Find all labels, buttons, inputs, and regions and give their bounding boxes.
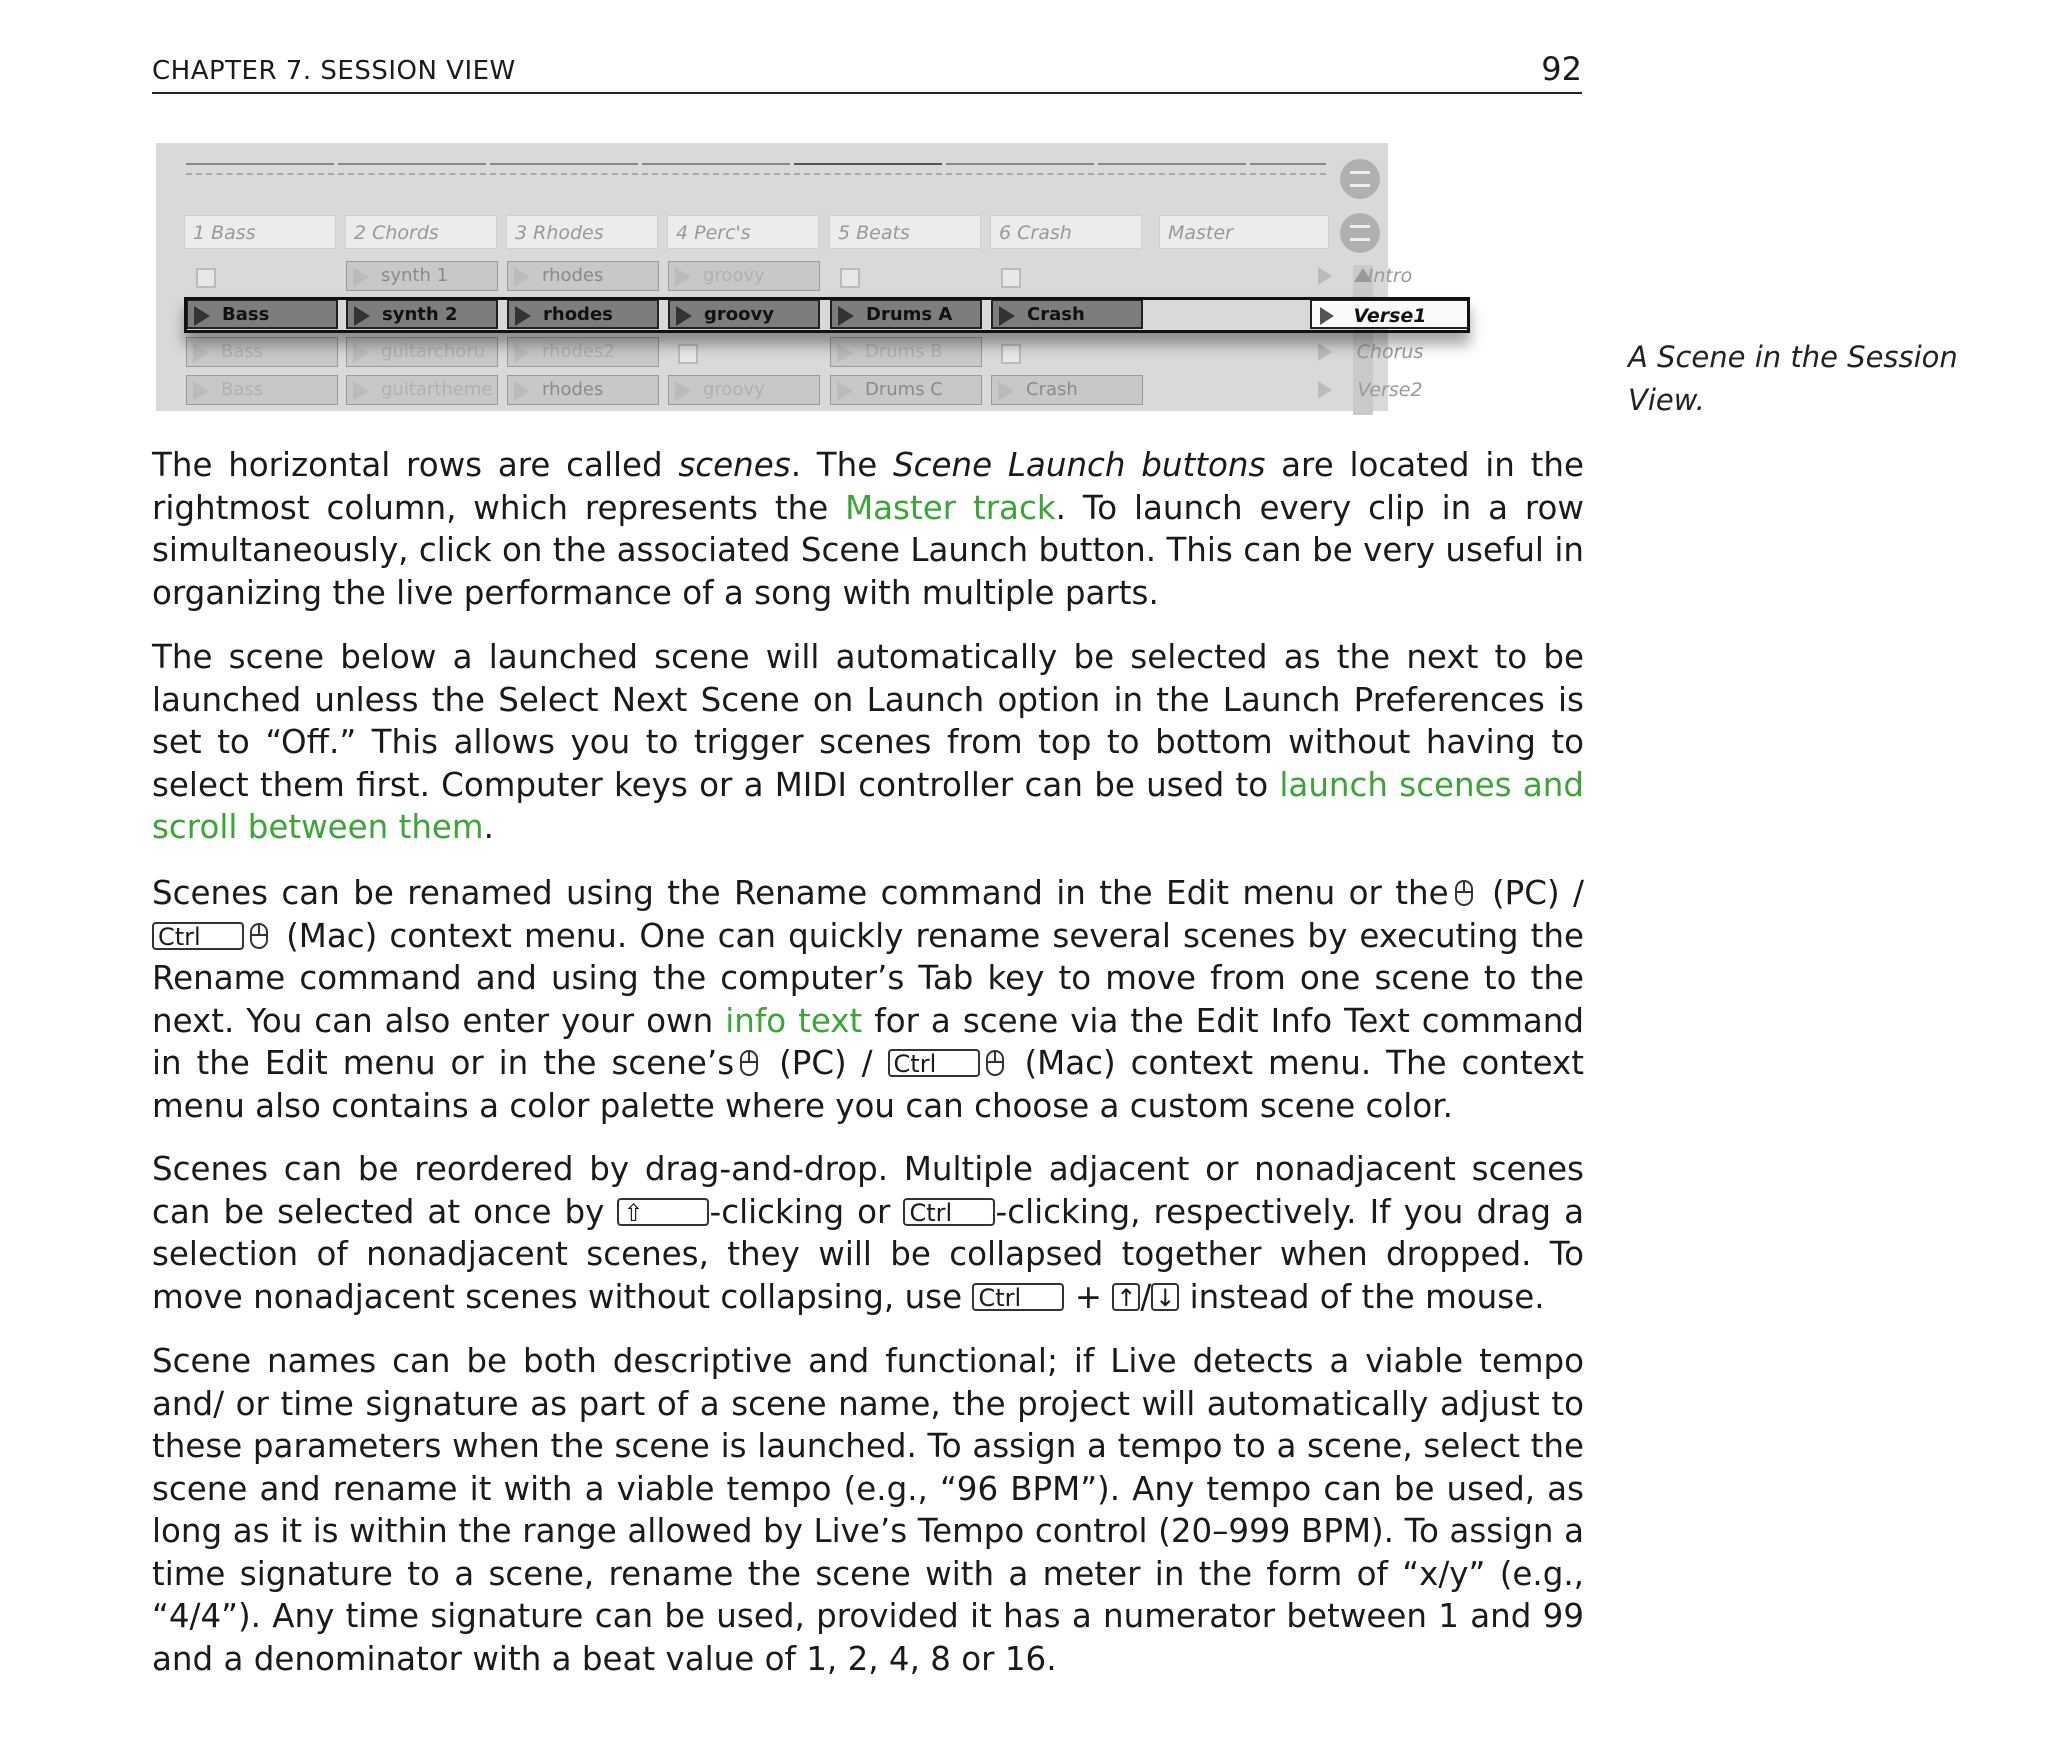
clip-name: Drums B xyxy=(865,341,943,362)
paragraph-2: The scene below a launched scene will automatically be selected as the next to be launched unless the Select Next Scene on Launch option in the Launch Preferences is set to “Off.” This allows you to trigger scenes from top to bottom without having to select them first. Computer keys or a MIDI controller can be used to launch scenes and scroll between them. xyxy=(152,638,1584,846)
clip-slot[interactable] xyxy=(830,375,982,405)
ctrl-key: Ctrl xyxy=(972,1283,1064,1311)
paragraph-4: Scenes can be reordered by drag-and-drop. Multiple adjacent or nonadjacent scenes can be selected at once by ⇧ -clicking or Ctrl -clicking, respectively. If you drag a selection of nonadjacent scenes, they will be collapsed together when dropped. To move nonadjacent scenes without collapsing, use Ctrl + ↑ / ↓ instead of the mouse. xyxy=(152,1150,1584,1316)
stop-square-icon xyxy=(196,268,216,288)
scene-name: Chorus xyxy=(1356,341,1424,363)
play-icon xyxy=(837,343,853,363)
launch-scenes-link[interactable]: launch scenes and scroll between them xyxy=(152,765,1584,846)
play-icon xyxy=(353,343,369,363)
menu-round-icon[interactable] xyxy=(1340,159,1380,199)
scene-name: Verse2 xyxy=(1357,379,1423,401)
clip-name: groovy xyxy=(704,304,774,325)
clip-name: Crash xyxy=(1027,304,1085,325)
play-icon xyxy=(353,381,369,401)
stop-square-icon xyxy=(840,268,860,288)
right-mouse-icon xyxy=(740,1050,758,1076)
scene-name: Intro xyxy=(1367,265,1413,287)
clip-name: guitarchoru xyxy=(381,341,486,362)
clip-name: Drums C xyxy=(865,379,943,400)
play-icon xyxy=(1318,343,1332,361)
stop-square-icon xyxy=(678,344,698,364)
play-icon xyxy=(514,343,530,363)
clip-slot[interactable] xyxy=(507,261,659,291)
track-header[interactable]: 5 Beats xyxy=(829,215,981,249)
play-icon xyxy=(837,381,853,401)
clip-stop-button[interactable] xyxy=(830,261,982,291)
clip-name: rhodes xyxy=(542,379,604,400)
play-icon xyxy=(193,343,209,363)
figure-caption: A Scene in the Session View. xyxy=(1628,340,1958,417)
scene-launch-button[interactable] xyxy=(1310,337,1470,367)
clip-name: synth 2 xyxy=(382,304,458,325)
clip-slot[interactable] xyxy=(991,375,1143,405)
selected-scene-row xyxy=(184,297,1470,333)
ctrl-key: Ctrl xyxy=(903,1198,995,1226)
play-icon xyxy=(514,381,530,401)
down-arrow-key-icon: ↓ xyxy=(1151,1283,1179,1311)
play-icon xyxy=(353,267,369,287)
track-header[interactable]: 2 Chords xyxy=(345,215,497,249)
stop-square-icon xyxy=(1001,268,1021,288)
clip-name: Bass xyxy=(221,341,264,362)
page-header xyxy=(152,48,1582,94)
mouse-icon xyxy=(986,1050,1004,1076)
clip-name: groovy xyxy=(703,379,765,400)
scene-launch-button[interactable] xyxy=(1310,261,1470,291)
clip-slot[interactable] xyxy=(830,337,982,367)
play-icon xyxy=(998,381,1014,401)
session-view-figure xyxy=(156,143,1427,411)
clip-slot[interactable] xyxy=(186,337,338,367)
clip-slot[interactable] xyxy=(668,375,820,405)
track-header[interactable]: Master xyxy=(1159,215,1329,249)
stop-square-icon xyxy=(1001,344,1021,364)
clip-slot[interactable] xyxy=(507,375,659,405)
paragraph-1: The horizontal rows are called scenes. The Scene Launch buttons are located in the rightmost column, which represents the Master track. To launch every clip in a row simultaneously, click on the associated Scene Launch button. This can be very useful in organizing the live performance of a song with multiple parts. xyxy=(152,446,1584,612)
clip-name: synth 1 xyxy=(381,265,449,286)
clip-slot[interactable] xyxy=(668,261,820,291)
clip-name: guitartheme xyxy=(381,379,493,400)
clip-stop-button[interactable] xyxy=(668,337,820,367)
play-icon xyxy=(1318,381,1332,399)
clip-name: Drums A xyxy=(866,304,953,325)
play-icon xyxy=(1318,267,1332,285)
clip-slot[interactable] xyxy=(346,337,498,367)
play-icon xyxy=(514,267,530,287)
clip-slot[interactable] xyxy=(186,375,338,405)
play-icon xyxy=(193,381,209,401)
clip-name: rhodes2 xyxy=(542,341,615,362)
page-number: 92 xyxy=(1541,50,1582,88)
track-header[interactable]: 6 Crash xyxy=(990,215,1142,249)
clip-stop-button[interactable] xyxy=(991,337,1143,367)
up-arrow-key-icon: ↑ xyxy=(1112,1283,1140,1311)
ctrl-key: Ctrl xyxy=(152,922,244,950)
shift-key-icon: ⇧ xyxy=(617,1198,709,1226)
track-header[interactable]: 3 Rhodes xyxy=(506,215,658,249)
clip-stop-button[interactable] xyxy=(991,261,1143,291)
track-header[interactable]: 4 Perc's xyxy=(667,215,819,249)
scene-launch-button[interactable] xyxy=(1310,375,1470,405)
ctrl-key: Ctrl xyxy=(888,1049,980,1077)
right-mouse-icon xyxy=(1455,880,1473,906)
clip-name: Crash xyxy=(1026,379,1078,400)
clip-name: Bass xyxy=(222,304,270,325)
info-text-link[interactable]: info text xyxy=(725,1001,863,1040)
scene-name: Verse1 xyxy=(1353,305,1427,327)
paragraph-5: Scene names can be both descriptive and functional; if Live detects a viable tempo and/ or time signature as part of a scene name, the project will automatically adjust to these parameters when the scene is launched. To assign a tempo to a scene, select the scene and rename it with a viable tempo (e.g., “96 BPM”). Any tempo can be used, as long as it is within the range allowed by Live’s Tempo control (20–999 BPM). To assign a time signature to a scene, rename the scene with a meter in the form of “x/y” (e.g., “4/4”). Any time signature can be used, provided it has a numerator between 1 and 99 and a denominator with a beat value of 1, 2, 4, 8 or 16. xyxy=(152,1342,1584,1678)
clip-slot[interactable] xyxy=(507,337,659,367)
clip-stop-button[interactable] xyxy=(186,261,338,291)
overview-strip xyxy=(186,163,1326,195)
track-header[interactable]: 1 Bass xyxy=(184,215,336,249)
clip-name: Bass xyxy=(221,379,264,400)
chapter-title: CHAPTER 7. SESSION VIEW xyxy=(152,56,516,86)
clip-slot[interactable] xyxy=(346,261,498,291)
clip-slot[interactable] xyxy=(346,375,498,405)
clip-name: rhodes xyxy=(542,265,604,286)
pause-round-icon[interactable] xyxy=(1340,213,1380,253)
paragraph-3: Scenes can be renamed using the Rename command in the Edit menu or the (PC) / Ctrl (Mac) context menu. One can quickly rename several scenes by executing the Rename command and using the computer’s Tab key to move from one scene to the next. You can also enter your own info text for a scene via the Edit Info Text command in the Edit menu or in the scene’s (PC) / Ctrl (Mac) context menu. The context menu also contains a color palette where you can choose a custom scene color. xyxy=(152,874,1585,1125)
master-track-link[interactable]: Master track xyxy=(845,488,1056,527)
mouse-icon xyxy=(250,923,268,949)
clip-name: rhodes xyxy=(543,304,613,325)
clip-name: groovy xyxy=(703,265,765,286)
play-icon xyxy=(675,381,691,401)
play-icon xyxy=(675,267,691,287)
